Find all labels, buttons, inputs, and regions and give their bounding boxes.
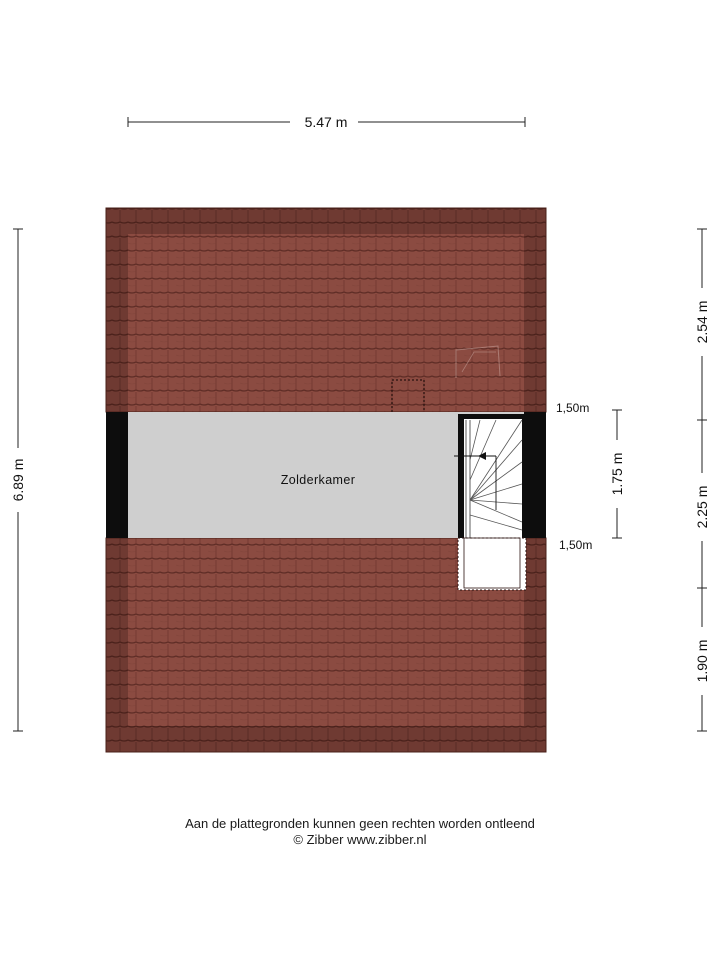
right-wall [524,412,546,538]
height-mark-top: 1,50m [556,401,590,415]
left-height-label: 6.89 m [10,458,26,502]
right-bottom-label: 1.90 m [694,639,710,683]
right-top-label: 2.54 m [694,300,710,344]
copyright-text: © Zibber www.zibber.nl [293,832,427,847]
disclaimer-text: Aan de plattegronden kunnen geen rechten worden ontleend [185,816,535,831]
room-label: Zolderkamer [280,473,356,487]
top-width-label: 5.47 m [304,114,348,130]
height-mark-bottom: 1,50m [559,538,593,552]
left-height-dimension [10,229,26,731]
inner-height-dimension [609,410,625,538]
right-middle-label: 2.25 m [694,485,710,529]
top-width-dimension [128,114,525,130]
right-dimension-chain [694,229,710,731]
left-wall [106,412,128,538]
inner-height-label: 1.75 m [609,452,625,496]
roof-top [106,208,546,412]
staircase [454,414,526,590]
